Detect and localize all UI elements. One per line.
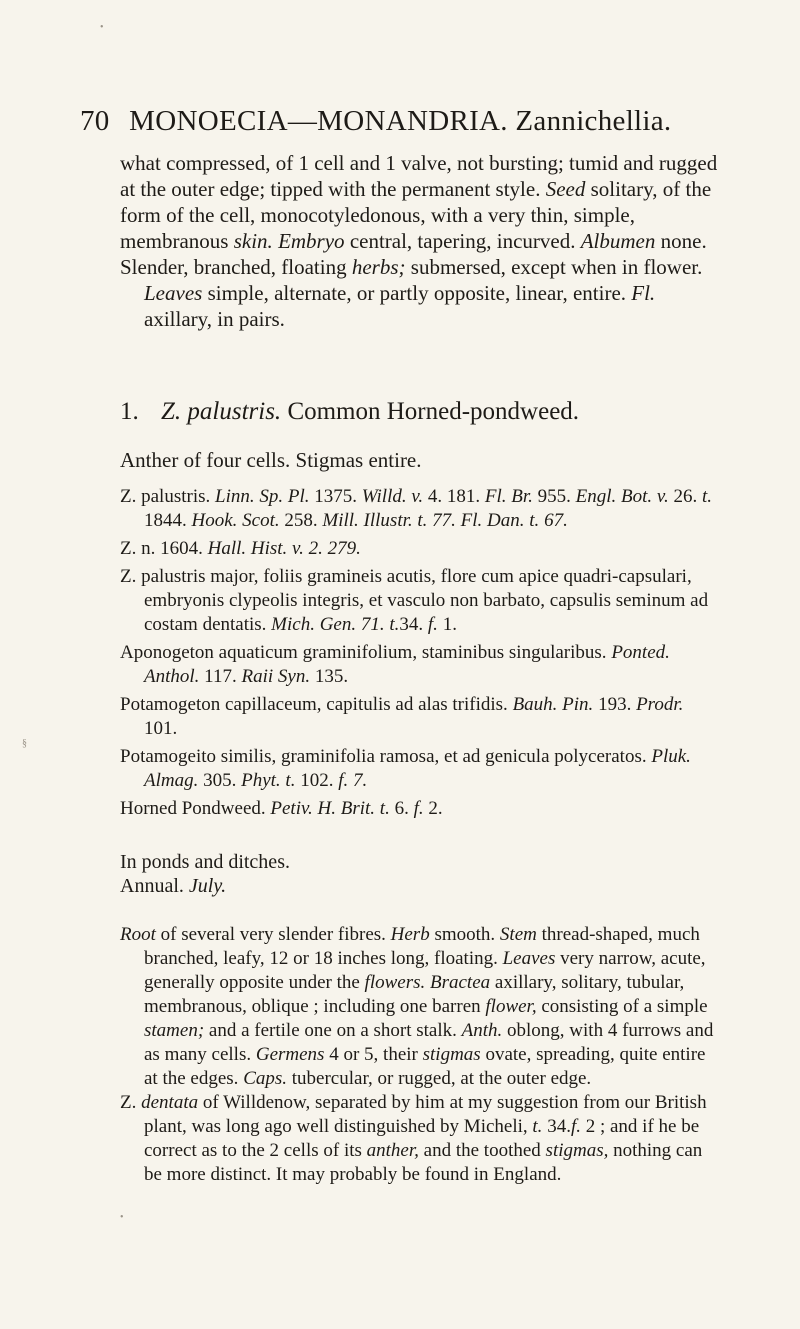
syn-name: Z. n. [120, 538, 156, 559]
species-heading [120, 398, 720, 426]
syn-name: Horned Pondweed. [120, 798, 266, 819]
species-number: 1. [120, 398, 139, 425]
note-ref-f: f. [570, 1116, 581, 1137]
syn-ref: Willd. v. [361, 486, 424, 507]
embryo-label: Embryo [278, 229, 345, 253]
synonym-entry [120, 537, 720, 561]
syn-num: 4. 181. [427, 486, 481, 507]
syn-num: 2. [428, 798, 443, 819]
syn-num: 26. [673, 486, 698, 507]
genus-description [120, 150, 720, 332]
syn-num: 258. [284, 510, 318, 531]
syn-ref: f. [338, 770, 349, 791]
syn-num: 193. [598, 694, 632, 715]
herb-label: Herb [390, 924, 430, 945]
note-ref: t. [532, 1116, 543, 1137]
note-ref-f-num: 2 ; [585, 1116, 606, 1137]
habit-start: Slender, branched, floating [120, 255, 347, 279]
syn-ref: Fl. Br. [484, 486, 533, 507]
fl-text: axillary, in pairs. [144, 307, 285, 331]
syn-name: Z. palustris major, foliis gramineis acutis, flore cum apice quadri-capsulari, embryonis clypeolis integris, et vasculo non barbato, capsulis seminum ad costam dentatis. [120, 566, 709, 635]
herb-text: smooth. [434, 924, 496, 945]
anth-text: oblong, with 4 furrows and as many cells. [144, 1020, 714, 1065]
syn-num: 117. [204, 666, 237, 687]
syn-ref: Petiv. H. Brit. t. [270, 798, 390, 819]
description-paragraph [120, 923, 720, 1091]
synonym-entry [120, 745, 720, 793]
syn-ref: Pluk. Almag. [144, 746, 691, 791]
note-text: and if he be correct as to the 2 cells of its [144, 1116, 700, 1161]
syn-num: 101. [144, 718, 178, 739]
bractea-label: Bractea [430, 972, 491, 993]
synonym-entry [120, 797, 720, 821]
syn-ref: Hook. Scot. [191, 510, 280, 531]
syn-name: Potamogeito similis, graminifolia ramosa, et ad genicula polyceratos. [120, 746, 647, 767]
page-number: 70 [80, 105, 110, 137]
habit-mid: submersed, except when in flower. [410, 255, 703, 279]
syn-ref: Ponted. Anthol. [144, 642, 670, 687]
syn-num: 34. [399, 614, 424, 635]
syn-num: 305. [203, 770, 237, 791]
species-name: Z. palustris. [161, 398, 282, 425]
header-title: MONOECIA—MONANDRIA. [129, 105, 508, 137]
leaves-text: very narrow, acute, generally opposite under the [144, 948, 706, 993]
syn-ref: f. [427, 614, 438, 635]
fruit-paragraph [120, 150, 720, 254]
note-text: nothing can be more distinct. It may probably be found in England. [144, 1140, 703, 1185]
syn-ref: Bauh. Pin. [512, 694, 594, 715]
albumen-text: none. [660, 229, 707, 253]
seed-label: Seed [545, 177, 586, 201]
stem-text: thread-shaped, much branched, leafy, 12 or 18 inches long, floating. [144, 924, 700, 969]
albumen-label: Albumen [580, 229, 656, 253]
note-ref-num: 34. [547, 1116, 571, 1137]
header-genus: Zannichellia. [515, 105, 672, 137]
paper-speck: § [22, 738, 27, 749]
syn-name: Z. palustris. [120, 486, 211, 507]
syn-ref: Mill. Illustr. t. [322, 510, 428, 531]
syn-num: 77. [432, 510, 456, 531]
habitat-duration [120, 874, 720, 898]
flower-text: consisting of a simple [541, 996, 708, 1017]
flowering-month: July. [188, 875, 227, 897]
herbs-label: herbs; [351, 255, 406, 279]
note-stigmas: stigmas, [545, 1140, 609, 1161]
fl-label: Fl. [631, 281, 656, 305]
syn-ref: Prodr. [636, 694, 684, 715]
syn-ref: Linn. Sp. Pl. [215, 486, 310, 507]
syn-num: 955. [537, 486, 571, 507]
flowers-label: flowers. [364, 972, 426, 993]
habitat [120, 850, 720, 898]
syn-num: 6. [394, 798, 409, 819]
synonym-entry [120, 565, 720, 637]
bractea-text: axillary, solitary, tubular, membranous, oblique ; including one barren [144, 972, 685, 1017]
leaves-label: Leaves [502, 948, 556, 969]
note-text: of Willdenow, separated by him at my suggestion from our British plant, was long ago well distinguished by Micheli, [144, 1092, 707, 1137]
stem-label: Stem [499, 924, 537, 945]
habitat-location: In ponds and ditches. [120, 851, 290, 873]
syn-num: 135. [314, 666, 349, 687]
synonym-entry [120, 485, 720, 533]
caps-text: tubercular, or rugged, at the outer edge. [291, 1068, 592, 1089]
paper-speck: • [100, 22, 104, 33]
synonymy [120, 485, 720, 825]
paper-speck: • [120, 1212, 124, 1223]
syn-num: 71. [360, 614, 385, 635]
stamen-label: stamen; [144, 1020, 205, 1041]
duration-label: Annual. [120, 875, 184, 897]
species-character: Anther of four cells. Stigmas entire. [120, 448, 422, 472]
syn-ref: Raii Syn. [241, 666, 311, 687]
germens-text: 4 or 5, their [329, 1044, 418, 1065]
syn-num: 1375. [314, 486, 357, 507]
syn-num: 1844. [144, 510, 187, 531]
embryo-text: central, tapering, incurved. [349, 229, 576, 253]
syn-num: 1. [442, 614, 457, 635]
syn-ref: Hall. Hist. v. [207, 538, 304, 559]
stigmas-label: stigmas [422, 1044, 481, 1065]
syn-ref: Engl. Bot. v. [575, 486, 669, 507]
syn-num: 7. [353, 770, 368, 791]
note-dentata: dentata [141, 1092, 199, 1113]
root-label: Root [120, 924, 156, 945]
syn-ref: t. [701, 486, 712, 507]
syn-ref: t. [389, 614, 400, 635]
syn-num: 102. [300, 770, 334, 791]
syn-ref: Fl. Dan. t. [460, 510, 540, 531]
species-common-name: Common Horned-pondweed. [287, 398, 580, 425]
note-anther: anther, [366, 1140, 419, 1161]
caps-label: Caps. [243, 1068, 288, 1089]
leaves-text: simple, alternate, or partly opposite, linear, entire. [207, 281, 627, 305]
species-description [120, 923, 720, 1187]
note-lead: Z. [120, 1092, 137, 1113]
syn-ref: Mich. Gen. [271, 614, 357, 635]
syn-ref: f. [413, 798, 424, 819]
note-paragraph [120, 1091, 720, 1187]
synonym-entry [120, 693, 720, 741]
anth-label: Anth. [461, 1020, 503, 1041]
skin-label: skin. [233, 229, 273, 253]
habit-paragraph [96, 254, 720, 332]
syn-ref: Phyt. t. [241, 770, 296, 791]
seed-text: solitary, of the form of the cell, monocotyledonous, with a very thin, simple, membranous [120, 177, 712, 253]
syn-name: Aponogeton aquaticum graminifolium, staminibus singularibus. [120, 642, 607, 663]
syn-name: Potamogeton capillaceum, capitulis ad alas trifidis. [120, 694, 508, 715]
leaves-label: Leaves [144, 281, 203, 305]
fruit-text: what compressed, of 1 cell and 1 valve, not bursting; tumid and rugged at the outer edge; tipped with the permanent style. [120, 151, 718, 201]
note-text: and the toothed [423, 1140, 541, 1161]
stigmas-text: ovate, spreading, quite entire at the edges. [144, 1044, 706, 1089]
stamen-text: and a fertile one on a short stalk. [208, 1020, 457, 1041]
root-text: of several very slender fibres. [160, 924, 386, 945]
syn-num: 1604. [160, 538, 203, 559]
syn-num: 2. 279. [308, 538, 361, 559]
syn-num: 67. [544, 510, 568, 531]
synonym-entry [120, 641, 720, 689]
germens-label: Germens [255, 1044, 325, 1065]
running-header [80, 105, 720, 138]
flower-label: flower, [485, 996, 537, 1017]
